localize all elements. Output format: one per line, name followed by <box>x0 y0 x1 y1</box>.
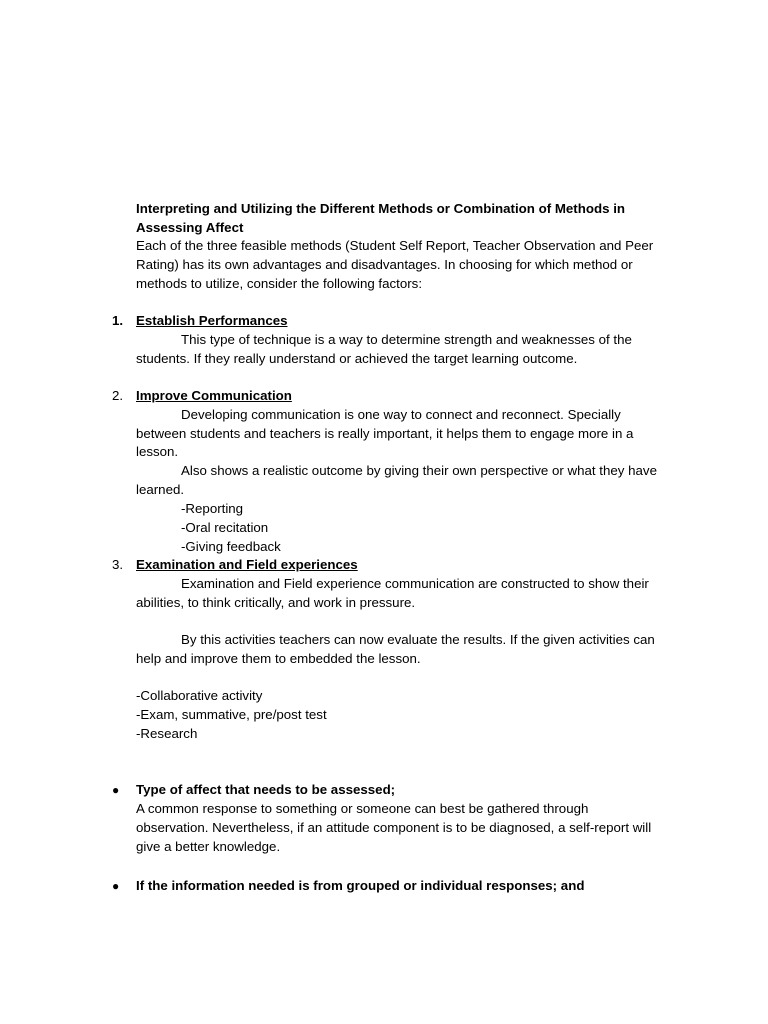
item-3-line-3: By this activities teachers can now evaluate the results. If the given activities can <box>181 632 655 647</box>
item-1-marker: 1. <box>112 313 124 328</box>
intro-line-3: methods to utilize, consider the following factors: <box>136 276 423 291</box>
item-3-line-4: help and improve them to embedded the lesson. <box>136 651 421 666</box>
item-2-sub-1: -Reporting <box>181 501 244 516</box>
bullet-1-line-2: observation. Nevertheless, if an attitude component is to be diagnosed, a self-report will <box>136 820 652 835</box>
bullet-1-line-1: A common response to something or someone can best be gathered through <box>136 801 589 816</box>
doc-title-line2: Assessing Affect <box>136 220 244 235</box>
bullet-1-marker: ● <box>112 783 120 797</box>
item-3-line-1: Examination and Field experience communication are constructed to show their <box>181 576 649 591</box>
item-2-line-4: Also shows a realistic outcome by giving their own perspective or what they have <box>181 463 657 478</box>
doc-title-line1: Interpreting and Utilizing the Different Methods or Combination of Methods in <box>136 201 626 216</box>
item-2-line-5: learned. <box>136 482 185 497</box>
item-3-heading: Examination and Field experiences <box>136 557 358 572</box>
item-3-line-2: abilities, to think critically, and work in pressure. <box>136 595 416 610</box>
item-3-marker: 3. <box>112 557 124 572</box>
item-2-sub-2: -Oral recitation <box>181 520 269 535</box>
bullet-2-heading: If the information needed is from grouped or individual responses; and <box>136 878 585 893</box>
item-2-line-3: lesson. <box>136 444 179 459</box>
bullet-2-marker: ● <box>112 879 120 893</box>
item-3-sub-3: -Research <box>136 726 198 741</box>
item-1-heading: Establish Performances <box>136 313 288 328</box>
item-2-line-2: between students and teachers is really important, it helps them to engage more in a <box>136 426 634 441</box>
item-2-heading: Improve Communication <box>136 388 292 403</box>
item-3-sub-1: -Collaborative activity <box>136 688 263 703</box>
item-2-marker: 2. <box>112 388 124 403</box>
intro-line-1: Each of the three feasible methods (Student Self Report, Teacher Observation and Peer <box>136 238 654 253</box>
intro-line-2: Rating) has its own advantages and disadvantages. In choosing for which method or <box>136 257 633 272</box>
item-2-line-1: Developing communication is one way to connect and reconnect. Specially <box>181 407 621 422</box>
item-1-line-1: This type of technique is a way to determine strength and weaknesses of the <box>181 332 632 347</box>
bullet-1-heading: Type of affect that needs to be assessed; <box>136 782 396 797</box>
item-1-line-2: students. If they really understand or achieved the target learning outcome. <box>136 351 578 366</box>
bullet-1-line-3: give a better knowledge. <box>136 839 281 854</box>
item-3-sub-2: -Exam, summative, pre/post test <box>136 707 327 722</box>
item-2-sub-3: -Giving feedback <box>181 539 281 554</box>
